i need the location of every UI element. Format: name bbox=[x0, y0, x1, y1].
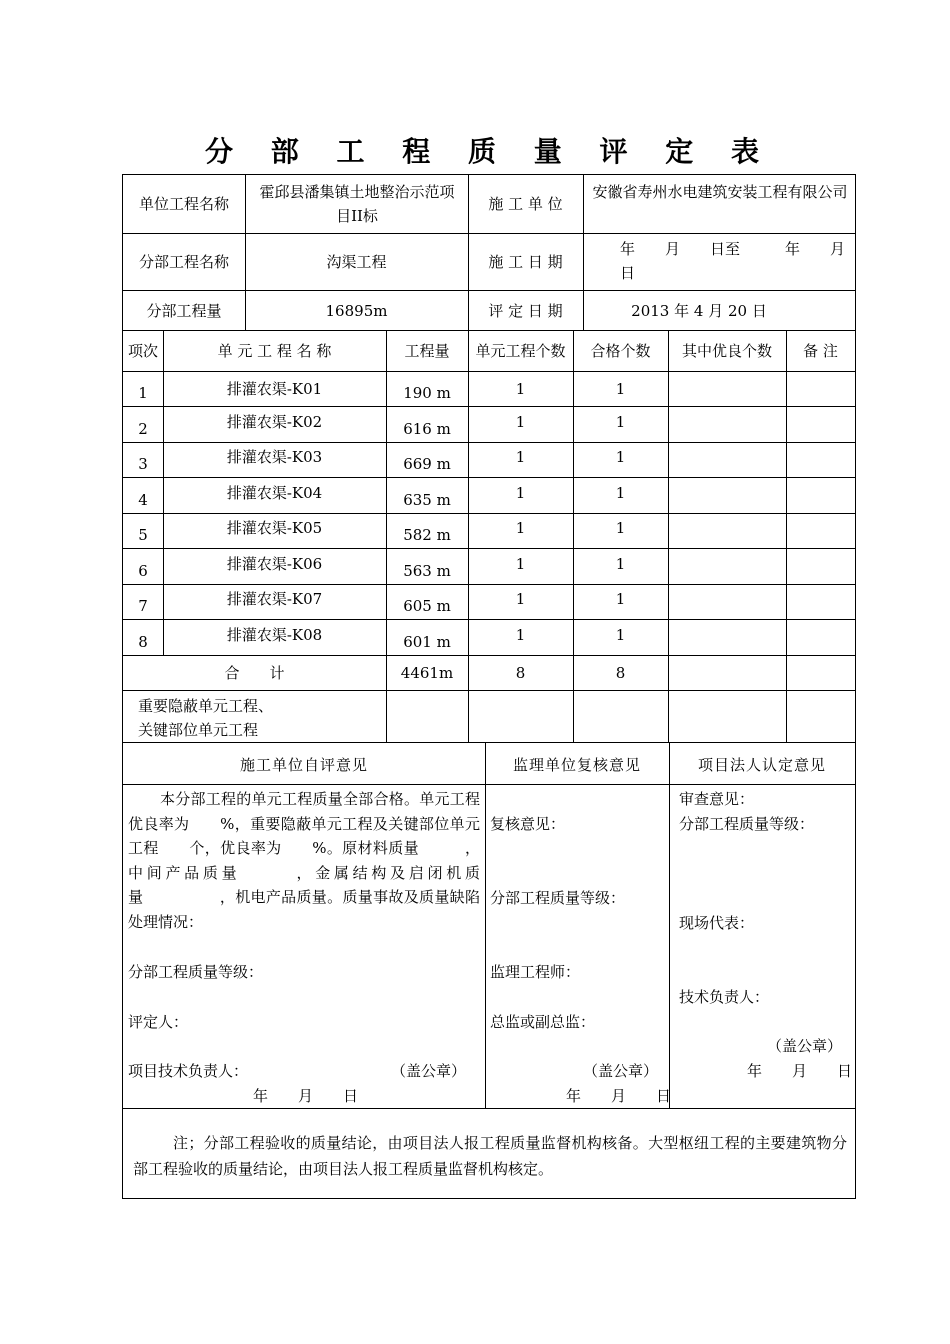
row-quantity: 635 m bbox=[403, 490, 451, 509]
row-no: 7 bbox=[138, 597, 148, 615]
row-quantity: 190 m bbox=[403, 384, 451, 402]
owner-tech-lead: 技术负责人： bbox=[679, 988, 770, 1006]
row-unit-count: 1 bbox=[515, 554, 526, 573]
row-unit-name: 排灌农渠-K08 bbox=[226, 625, 323, 644]
important-units-label: 重要隐蔽单元工程、 bbox=[138, 697, 274, 715]
row-pass-count: 1 bbox=[615, 483, 626, 502]
column-header: 单元工程个数 bbox=[475, 342, 566, 360]
owner-review: 审查意见： bbox=[679, 790, 755, 808]
page-title: 分 部 工 程 质 量 评 定 表 bbox=[205, 135, 773, 168]
column-header: 备 注 bbox=[803, 342, 838, 360]
eval-date-value: 2013 年 4 月 20 日 bbox=[631, 302, 767, 320]
row-no: 8 bbox=[138, 632, 148, 651]
row-no: 6 bbox=[138, 561, 148, 580]
col-divider bbox=[485, 742, 486, 1108]
row-divider bbox=[123, 548, 855, 549]
total-pass: 8 bbox=[615, 664, 626, 682]
row-unit-name: 排灌农渠-K03 bbox=[226, 448, 323, 466]
row-divider bbox=[123, 330, 855, 331]
row-divider bbox=[123, 513, 855, 514]
column-header: 合格个数 bbox=[590, 342, 651, 360]
row-quantity: 669 m bbox=[403, 455, 451, 473]
contractor-label: 施 工 单 位 bbox=[488, 195, 563, 213]
row-no: 3 bbox=[138, 455, 148, 473]
row-unit-count: 1 bbox=[515, 590, 526, 608]
row-unit-count: 1 bbox=[515, 380, 526, 398]
row-unit-count: 1 bbox=[515, 448, 526, 466]
row-quantity: 616 m bbox=[403, 419, 451, 438]
col-divider bbox=[669, 742, 670, 1108]
row-pass-count: 1 bbox=[615, 590, 626, 608]
row-pass-count: 1 bbox=[615, 519, 626, 537]
row-pass-count: 1 bbox=[615, 380, 626, 398]
column-header: 其中优良个数 bbox=[681, 342, 772, 360]
row-no: 4 bbox=[138, 490, 148, 509]
contractor-grade: 分部工程质量等级： bbox=[128, 963, 264, 981]
row-divider bbox=[123, 442, 855, 443]
row-divider bbox=[123, 742, 855, 743]
quantity-value: 16895m bbox=[325, 302, 388, 320]
row-quantity: 582 m bbox=[403, 526, 451, 544]
unit-project-label: 单位工程名称 bbox=[138, 195, 229, 213]
row-unit-name: 排灌农渠-K01 bbox=[226, 380, 323, 398]
row-pass-count: 1 bbox=[615, 625, 626, 644]
column-header: 工程量 bbox=[404, 342, 450, 360]
row-no: 5 bbox=[138, 526, 148, 544]
row-divider bbox=[123, 619, 855, 620]
row-unit-name: 排灌农渠-K05 bbox=[226, 519, 323, 537]
row-unit-name: 排灌农渠-K06 bbox=[226, 554, 323, 573]
row-divider bbox=[123, 406, 855, 407]
row-unit-count: 1 bbox=[515, 412, 526, 431]
row-divider bbox=[123, 477, 855, 478]
owner-seal: （盖公章） bbox=[767, 1037, 843, 1055]
row-unit-count: 1 bbox=[515, 519, 526, 537]
supervisor-engineer: 监理工程师： bbox=[490, 963, 581, 981]
row-divider bbox=[123, 584, 855, 585]
contractor-evaluator: 评定人： bbox=[128, 1013, 189, 1031]
owner-rep: 现场代表： bbox=[679, 914, 755, 932]
total-label: 合 计 bbox=[224, 664, 285, 682]
row-divider bbox=[123, 290, 855, 291]
division-value: 沟渠工程 bbox=[326, 253, 387, 271]
row-pass-count: 1 bbox=[615, 554, 626, 573]
row-divider bbox=[123, 233, 855, 234]
row-divider bbox=[123, 784, 855, 785]
row-divider bbox=[123, 371, 855, 372]
supervisor-opinion-header: 监理单位复核意见 bbox=[512, 756, 641, 774]
contractor-date: 年 月 日 bbox=[253, 1087, 359, 1105]
construction-date-label: 施 工 日 期 bbox=[488, 253, 563, 271]
row-pass-count: 1 bbox=[615, 448, 626, 466]
contractor-seal: （盖公章） bbox=[391, 1062, 467, 1080]
quality-evaluation-form bbox=[122, 174, 876, 1199]
col-divider bbox=[668, 330, 669, 742]
contractor-opinion-text: 本分部工程的单元工程质量全部合格。单元工程优良率为 %，重要隐蔽单元工程及关键部位单元工程 个，优良率为 %。原材料质量 ，中间产品质量 ，金属结构及启闭机质量 ，机电产品质量。质量事故及质量缺陷处理情况： bbox=[128, 790, 480, 931]
row-divider bbox=[123, 655, 855, 656]
total-qty: 4461m bbox=[400, 664, 454, 682]
row-unit-name: 排灌农渠-K07 bbox=[226, 590, 323, 608]
supervisor-date: 年 月 日 bbox=[566, 1087, 672, 1105]
contractor-value: 安徽省寿州水电建筑安装工程有限公司 bbox=[592, 183, 848, 201]
row-divider bbox=[123, 690, 855, 691]
quantity-label: 分部工程量 bbox=[146, 302, 222, 320]
division-label: 分部工程名称 bbox=[138, 253, 229, 271]
supervisor-chief: 总监或副总监： bbox=[490, 1013, 596, 1031]
owner-opinion-header: 项目法人认定意见 bbox=[697, 756, 826, 774]
row-unit-name: 排灌农渠-K02 bbox=[226, 412, 323, 431]
row-quantity: 605 m bbox=[403, 597, 451, 615]
column-header: 项次 bbox=[127, 342, 158, 360]
col-divider bbox=[786, 330, 787, 742]
row-unit-count: 1 bbox=[515, 483, 526, 502]
row-unit-name: 排灌农渠-K04 bbox=[226, 483, 323, 502]
construction-date-value: 年 月 日至 年 月 日 bbox=[620, 240, 876, 282]
eval-date-label: 评 定 日 期 bbox=[488, 302, 563, 320]
supervisor-grade: 分部工程质量等级： bbox=[490, 889, 626, 907]
row-quantity: 563 m bbox=[403, 561, 451, 580]
contractor-tech-lead: 项目技术负责人： bbox=[128, 1062, 249, 1080]
row-divider bbox=[123, 1108, 855, 1109]
row-pass-count: 1 bbox=[615, 412, 626, 431]
unit-project-value: 霍邱县潘集镇土地整治示范项目II标 bbox=[259, 183, 455, 225]
total-count: 8 bbox=[515, 664, 526, 682]
supervisor-seal: （盖公章） bbox=[583, 1062, 659, 1080]
supervisor-review: 复核意见： bbox=[490, 815, 566, 833]
important-units-label: 关键部位单元工程 bbox=[138, 721, 259, 739]
owner-grade: 分部工程质量等级： bbox=[679, 815, 815, 833]
row-quantity: 601 m bbox=[403, 632, 451, 651]
row-no: 1 bbox=[138, 384, 148, 402]
row-unit-count: 1 bbox=[515, 625, 526, 644]
footer-note: 注；分部工程验收的质量结论，由项目法人报工程质量监督机构核备。大型枢纽工程的主要建筑物分部工程验收的质量结论，由项目法人报工程质量监督机构核定。 bbox=[133, 1134, 847, 1178]
column-header: 单 元 工 程 名 称 bbox=[217, 342, 332, 360]
row-no: 2 bbox=[138, 419, 148, 438]
contractor-opinion-header: 施工单位自评意见 bbox=[239, 756, 368, 774]
owner-date: 年 月 日 bbox=[747, 1062, 853, 1080]
